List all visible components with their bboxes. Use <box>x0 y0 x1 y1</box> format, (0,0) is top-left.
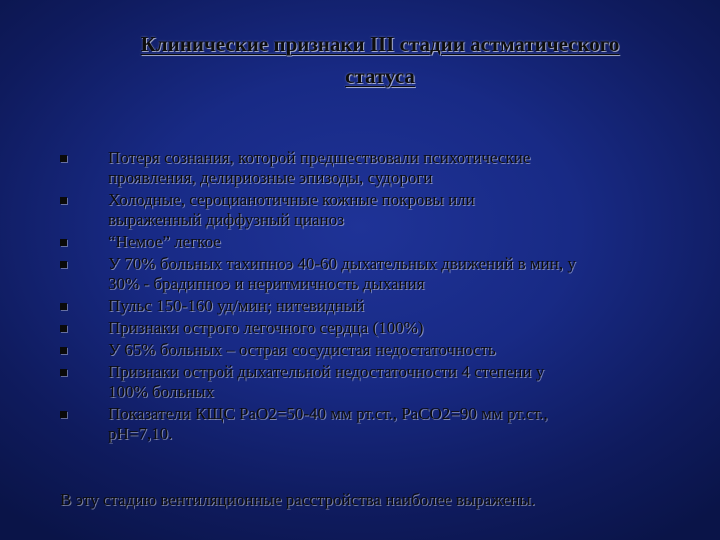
symptom-list <box>58 148 698 446</box>
list-item-line-1: Пульс 150-160 уд/мин; нитевидный <box>108 296 365 315</box>
square-bullet-icon <box>60 197 67 204</box>
square-bullet-icon <box>60 369 67 376</box>
square-bullet-icon <box>60 239 67 246</box>
list-item-line-1: Признаки острого легочного сердца (100%) <box>108 318 424 337</box>
list-item-line-2: pH=7,10. <box>108 424 173 443</box>
list-item-line-2: 30% - брадипноэ и неритмичность дыхания <box>108 274 425 293</box>
list-item-line-1: У 70% больных тахипноэ 40-60 дыхательных движений в мин, у <box>108 254 576 273</box>
square-bullet-icon <box>60 325 67 332</box>
list-item <box>58 148 698 188</box>
square-bullet-icon <box>60 303 67 310</box>
list-item <box>58 340 698 360</box>
slide-title <box>40 28 720 92</box>
slide-title-line-2: статуса <box>345 64 415 88</box>
list-item <box>58 362 698 402</box>
list-item <box>58 232 698 252</box>
list-item <box>58 318 698 338</box>
summary-note: В эту стадию вентиляционные расстройства наиболее выражены. <box>60 490 536 509</box>
list-item-line-1: Потеря сознания, которой предшествовали психотические <box>108 148 531 167</box>
list-item <box>58 254 698 294</box>
list-item-line-1: Показатели КЩС PaO2=50-40 мм рт.ст., PaCO2=90 мм рт.ст., <box>108 404 548 423</box>
list-item-line-2: 100% больных <box>108 382 215 401</box>
square-bullet-icon <box>60 155 67 162</box>
square-bullet-icon <box>60 411 67 418</box>
list-item <box>58 296 698 316</box>
list-item-line-2: проявления, делириозные эпизоды, судороги <box>108 168 433 187</box>
list-item-line-1: Признаки острой дыхательной недостаточности 4 степени у <box>108 362 545 381</box>
list-item <box>58 404 698 444</box>
list-item-line-2: выраженный диффузный цианоз <box>108 210 344 229</box>
list-item-line-1: Холодные, сероцианотичные кожные покровы или <box>108 190 475 209</box>
slide-title-line-1: Клинические признаки III стадии астматического <box>140 32 620 56</box>
square-bullet-icon <box>60 261 67 268</box>
list-item-line-1: У 65% больных – острая сосудистая недостаточность <box>108 340 496 359</box>
square-bullet-icon <box>60 347 67 354</box>
list-item-line-1: “Немое” легкое <box>108 232 221 251</box>
list-item <box>58 190 698 230</box>
